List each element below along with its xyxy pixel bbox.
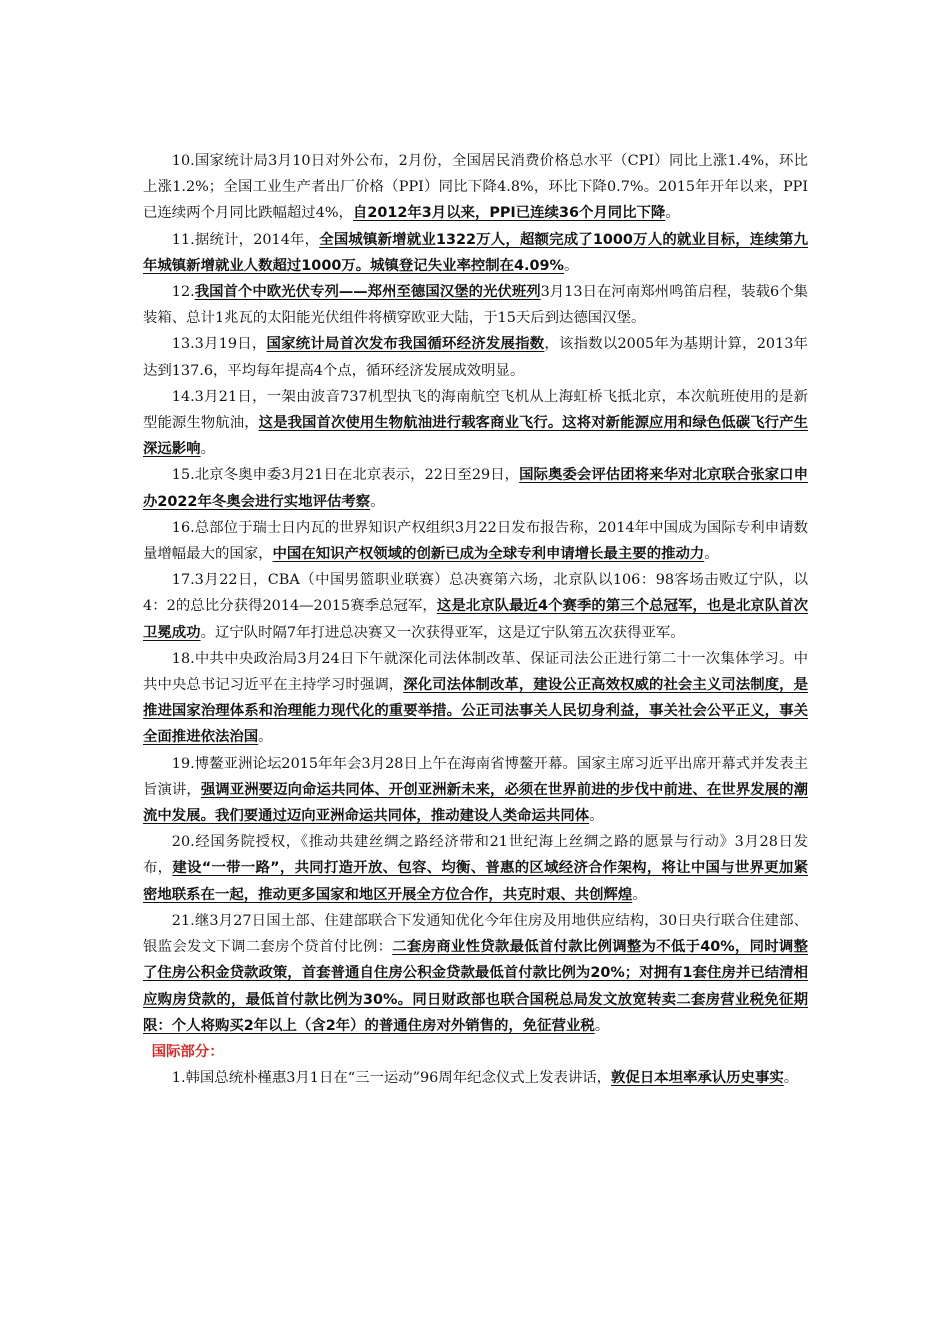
emphasis-text: 国际奥委会评估团将来华对北京联合张家口申办2022年冬奥会进行实地评估考察 (143, 467, 808, 510)
body-text: 。 (704, 546, 719, 563)
emphasis-text: 深化司法体制改革，建设公正高效权威的社会主义司法制度，是推进国家治理体系和治理能力现代化的重要举措。公正司法事关人民切身利益，事关社会公平正义，事关全面推进依法治国 (143, 677, 808, 746)
body-text: 16.总部位于瑞士日内瓦的世界知识产权组织3月22日发布报告称，2014年中国成为国际专利申请数量增幅最大的国家， (143, 519, 808, 563)
body-text: 。 (200, 441, 215, 458)
body-text: 12. (171, 284, 195, 301)
news-item (143, 515, 808, 567)
emphasis-text: 强调亚洲要迈向命运共同体、开创亚洲新未来，必须在世界前进的步伐中前进、在世界发展的潮流中发展。我们要通过迈向亚洲命运共同体，推动建设人类命运共同体 (143, 781, 808, 825)
emphasis-text: 敦促日本坦率承认历史事实 (611, 1070, 784, 1087)
body-text: 15.北京冬奥申委3月21日在北京表示，22日至29日， (171, 467, 520, 484)
body-text: 。 (258, 729, 273, 746)
news-item (143, 908, 808, 1039)
body-text: 。 (589, 808, 604, 825)
emphasis-text: 二套房商业性贷款最低首付款比例调整为不低于40%，同时调整了住房公积金贷款政策，首套普通自住房公积金贷款最低首付款比例为20%；对拥有1套住房并已结清相应购房贷款的，最低首付款比例为30%。同日财政部也联合国税总局发文放宽转卖二套房营业税免征期限：个人将购买2年以上（含2年）的普通住房对外销售的，免征营业税 (143, 939, 808, 1034)
document-page (143, 148, 808, 1091)
body-text: 18.中共中央政治局3月24日下午就深化司法体制改革、保证司法公正进行第二十一次集体学习。中共中央总书记习近平在主持学习时强调， (143, 650, 808, 694)
body-text: 。 (370, 493, 385, 510)
emphasis-text: 全国城镇新增就业1322万人，超额完成了1000万人的就业目标，连续第九年城镇新增就业人数超过1000万。城镇登记失业率控制在4.09% (143, 231, 808, 274)
body-text: 19.博鳌亚洲论坛2015年年会3月28日上午在海南省博鳌开幕。国家主席习近平出席开幕式并发表主旨演讲， (143, 755, 808, 798)
body-text: 20.经国务院授权，《推动共建丝绸之路经济带和21世纪海上丝绸之路的愿景与行动》3月28日发布， (143, 834, 808, 877)
body-text: 。 (665, 205, 680, 222)
emphasis-text: 中国在知识产权领域的创新已成为全球专利申请增长最主要的推动力 (272, 546, 705, 563)
body-text: 11.据统计，2014年， (171, 231, 320, 248)
body-text: 21.继3月27日国土部、住建部联合下发通知优化今年住房及用地供应结构，30日央行联合住建部、银监会发文下调二套房个贷首付比例： (143, 912, 808, 956)
emphasis-text: 这是北京队最近4个赛季的第三个总冠军，也是北京队首次卫冕成功 (143, 598, 809, 641)
international-news-list (143, 1065, 808, 1091)
news-item (143, 462, 808, 514)
section-heading-international: 国际部分： (151, 1043, 224, 1060)
body-text: ，该指数以2005年为基期计算，2013年达到137.6，平均每年提高4个点，循环经济发展成效明显。 (143, 336, 808, 379)
emphasis-text: 我国首个中欧光伏专列——郑州至德国汉堡的光伏班列 (194, 284, 541, 301)
news-item (143, 829, 808, 908)
body-text: 。辽宁队时隔7年打进总决赛又一次获得亚军，这是辽宁队第五次获得亚军。 (200, 624, 685, 641)
body-text: 17.3月22日，CBA（中国男篮职业联赛）总决赛第六场，北京队以106：98客场击败辽宁队，以4：2的总比分获得2014—2015赛季总冠军， (143, 572, 808, 615)
emphasis-text: 国家统计局首次发布我国循环经济发展指数 (266, 336, 545, 353)
body-text: 3月13日在河南郑州鸣笛启程，装载6个集装箱、总计1兆瓦的太阳能光伏组件将横穿欧亚大陆，于15天后到达德国汉堡。 (143, 284, 808, 327)
body-text: 。 (594, 1017, 610, 1034)
body-text: 10.国家统计局3月10日对外公布，2月份，全国居民消费价格总水平（CPI）同比上涨1.4%，环比上涨1.2%；全国工业生产者出厂价格（PPI）同比下降4.8%，环比下降0.7%。2015年开年以来，PPI已连续两个月同比跌幅超过4%， (143, 153, 808, 222)
body-text: 。 (563, 257, 579, 274)
body-text: 。 (632, 886, 647, 903)
body-text: 。 (783, 1070, 799, 1087)
emphasis-text: 建设“一带一路”，共同打造开放、包容、均衡、普惠的区域经济合作架构，将让中国与世界更加紧密地联系在一起，推动更多国家和地区开展全方位合作，共克时艰、共创辉煌 (143, 860, 808, 903)
emphasis-text: 自2012年3月以来，PPI已连续36个月同比下降 (352, 205, 666, 222)
news-item (143, 279, 808, 331)
emphasis-text: 这是我国首次使用生物航油进行载客商业飞行。这将对新能源应用和绿色低碳飞行产生深远影响 (143, 415, 808, 458)
news-item (143, 751, 808, 830)
domestic-news-list (143, 148, 808, 1039)
body-text: 13.3月19日， (171, 336, 267, 353)
news-item (143, 331, 808, 383)
news-item (143, 227, 808, 279)
news-item (143, 148, 808, 227)
news-item (143, 1065, 808, 1091)
news-item (143, 567, 808, 646)
body-text: 14.3月21日，一架由波音737机型执飞的海南航空飞机从上海虹桥飞抵北京，本次航班使用的是新型能源生物航油， (143, 388, 808, 432)
news-item (143, 646, 808, 751)
body-text: 1.韩国总统朴槿惠3月1日在“三一运动”96周年纪念仪式上发表讲话， (171, 1070, 612, 1087)
news-item (143, 384, 808, 463)
